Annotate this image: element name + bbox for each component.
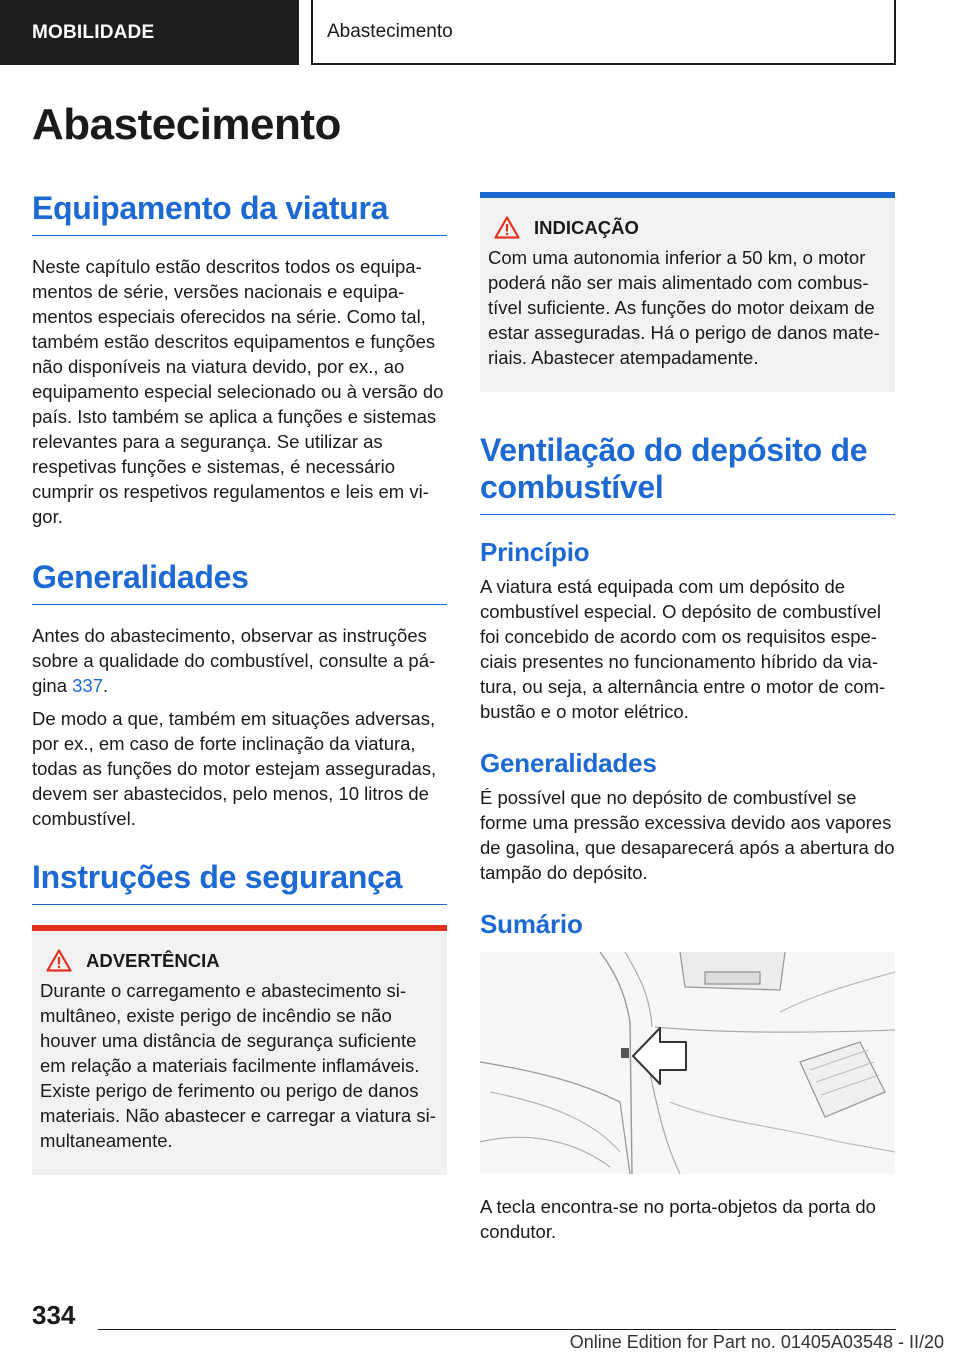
heading-generalidades: Generalidades — [32, 559, 447, 605]
header-section-label: MOBILIDADE — [32, 21, 155, 43]
notice-header — [488, 216, 887, 239]
paragraph-generalidades-2: De modo a que, também em situações adversas, por ex., em caso de forte inclinação da viatura, todas as funções do motor estejam asseguradas, devem ser abastecidos, pelo menos, 10 litros de combustível. — [32, 708, 437, 830]
page-number: 334 — [32, 1300, 76, 1330]
header-chapter-label: Abastecimento — [327, 20, 453, 42]
heading-principio: Princípio — [480, 537, 590, 568]
paragraph-sumario: A tecla encontra-se no porta-objetos da porta do condutor. — [480, 1196, 876, 1243]
paragraph-generalidades-right: É possível que no depósito de combustível se forme uma pressão excessiva devido aos vapores de gasolina, que desaparecerá após a abertura do tampão do depósito. — [480, 787, 895, 884]
heading-generalidades-right: Generalidades — [480, 748, 657, 779]
page-title: Abastecimento — [32, 100, 341, 149]
footer-divider — [98, 1329, 896, 1330]
left-column — [32, 190, 447, 1215]
notice-text: Com uma autonomia inferior a 50 km, o motor poderá não ser mais alimentado com combustível suficiente. As funções do motor deixam de estar asseguradas. Há o perigo de danos materiais. Abastecer atempadamente. — [488, 247, 880, 368]
warning-triangle-icon — [46, 949, 72, 972]
heading-equipamento: Equipamento da viatura — [32, 190, 447, 236]
notice-title: INDICAÇÃO — [534, 216, 639, 238]
page-reference-link[interactable]: 337 — [72, 675, 103, 697]
header-section-tab — [0, 0, 299, 65]
paragraph-equipamento: Neste capítulo estão descritos todos os equipamentos de série, versões nacionais e equipamentos especiais oferecidos na série. Como tal, também estão descritos equipamentos e funções não disponíveis na viatura devido, por ex., ao equipamento especial selecionado ou à versão do país. Isto também se aplica a funções e sistemas relevantes para a segurança. Se utilizar as respetivas funções e sistemas, é necessário cumprir os respetivos regulamentos e leis em vigor. — [32, 256, 444, 528]
warning-triangle-icon — [494, 216, 520, 239]
notice-box — [480, 192, 895, 392]
heading-seguranca: Instruções de segurança — [32, 859, 447, 905]
header-chapter-tab — [311, 0, 896, 65]
paragraph-generalidades-1-end: . — [103, 675, 109, 697]
heading-sumario: Sumário — [480, 909, 583, 940]
door-pocket-drawing — [480, 952, 895, 1174]
warning-text: Durante o carregamento e abastecimento simultâneo, existe perigo de incêndio se não houver uma distância de segurança suficiente em relação a materiais facilmente inflamáveis. Existe perigo de ferimento ou perigo de danos materiais. Não abastecer e carregar a viatura simultaneamente. — [40, 980, 436, 1152]
fuel-tank-button-icon — [621, 1048, 629, 1058]
paragraph-generalidades-1 — [32, 623, 447, 698]
right-column — [480, 192, 895, 1252]
heading-ventilacao: Ventilação do depósito de combustível — [480, 432, 895, 515]
paragraph-principio: A viatura está equipada com um depósito de combustível especial. O depósito de combustível foi concebido de acordo com os requisitos especiais presentes no funcionamento híbrido da viatura, ou seja, a alternância entre o motor de combustão e o motor elétrico. — [480, 576, 886, 723]
warning-box — [32, 925, 447, 1175]
footer-edition: Online Edition for Part no. 01405A03548 - II/20 — [569, 1332, 944, 1352]
warning-title: ADVERTÊNCIA — [86, 949, 220, 971]
paragraph-generalidades-1-text: Antes do abastecimento, observar as instruções sobre a qualidade do combustível, consulte a página — [32, 625, 436, 697]
door-pocket-illustration — [480, 952, 895, 1174]
warning-header — [40, 949, 439, 972]
